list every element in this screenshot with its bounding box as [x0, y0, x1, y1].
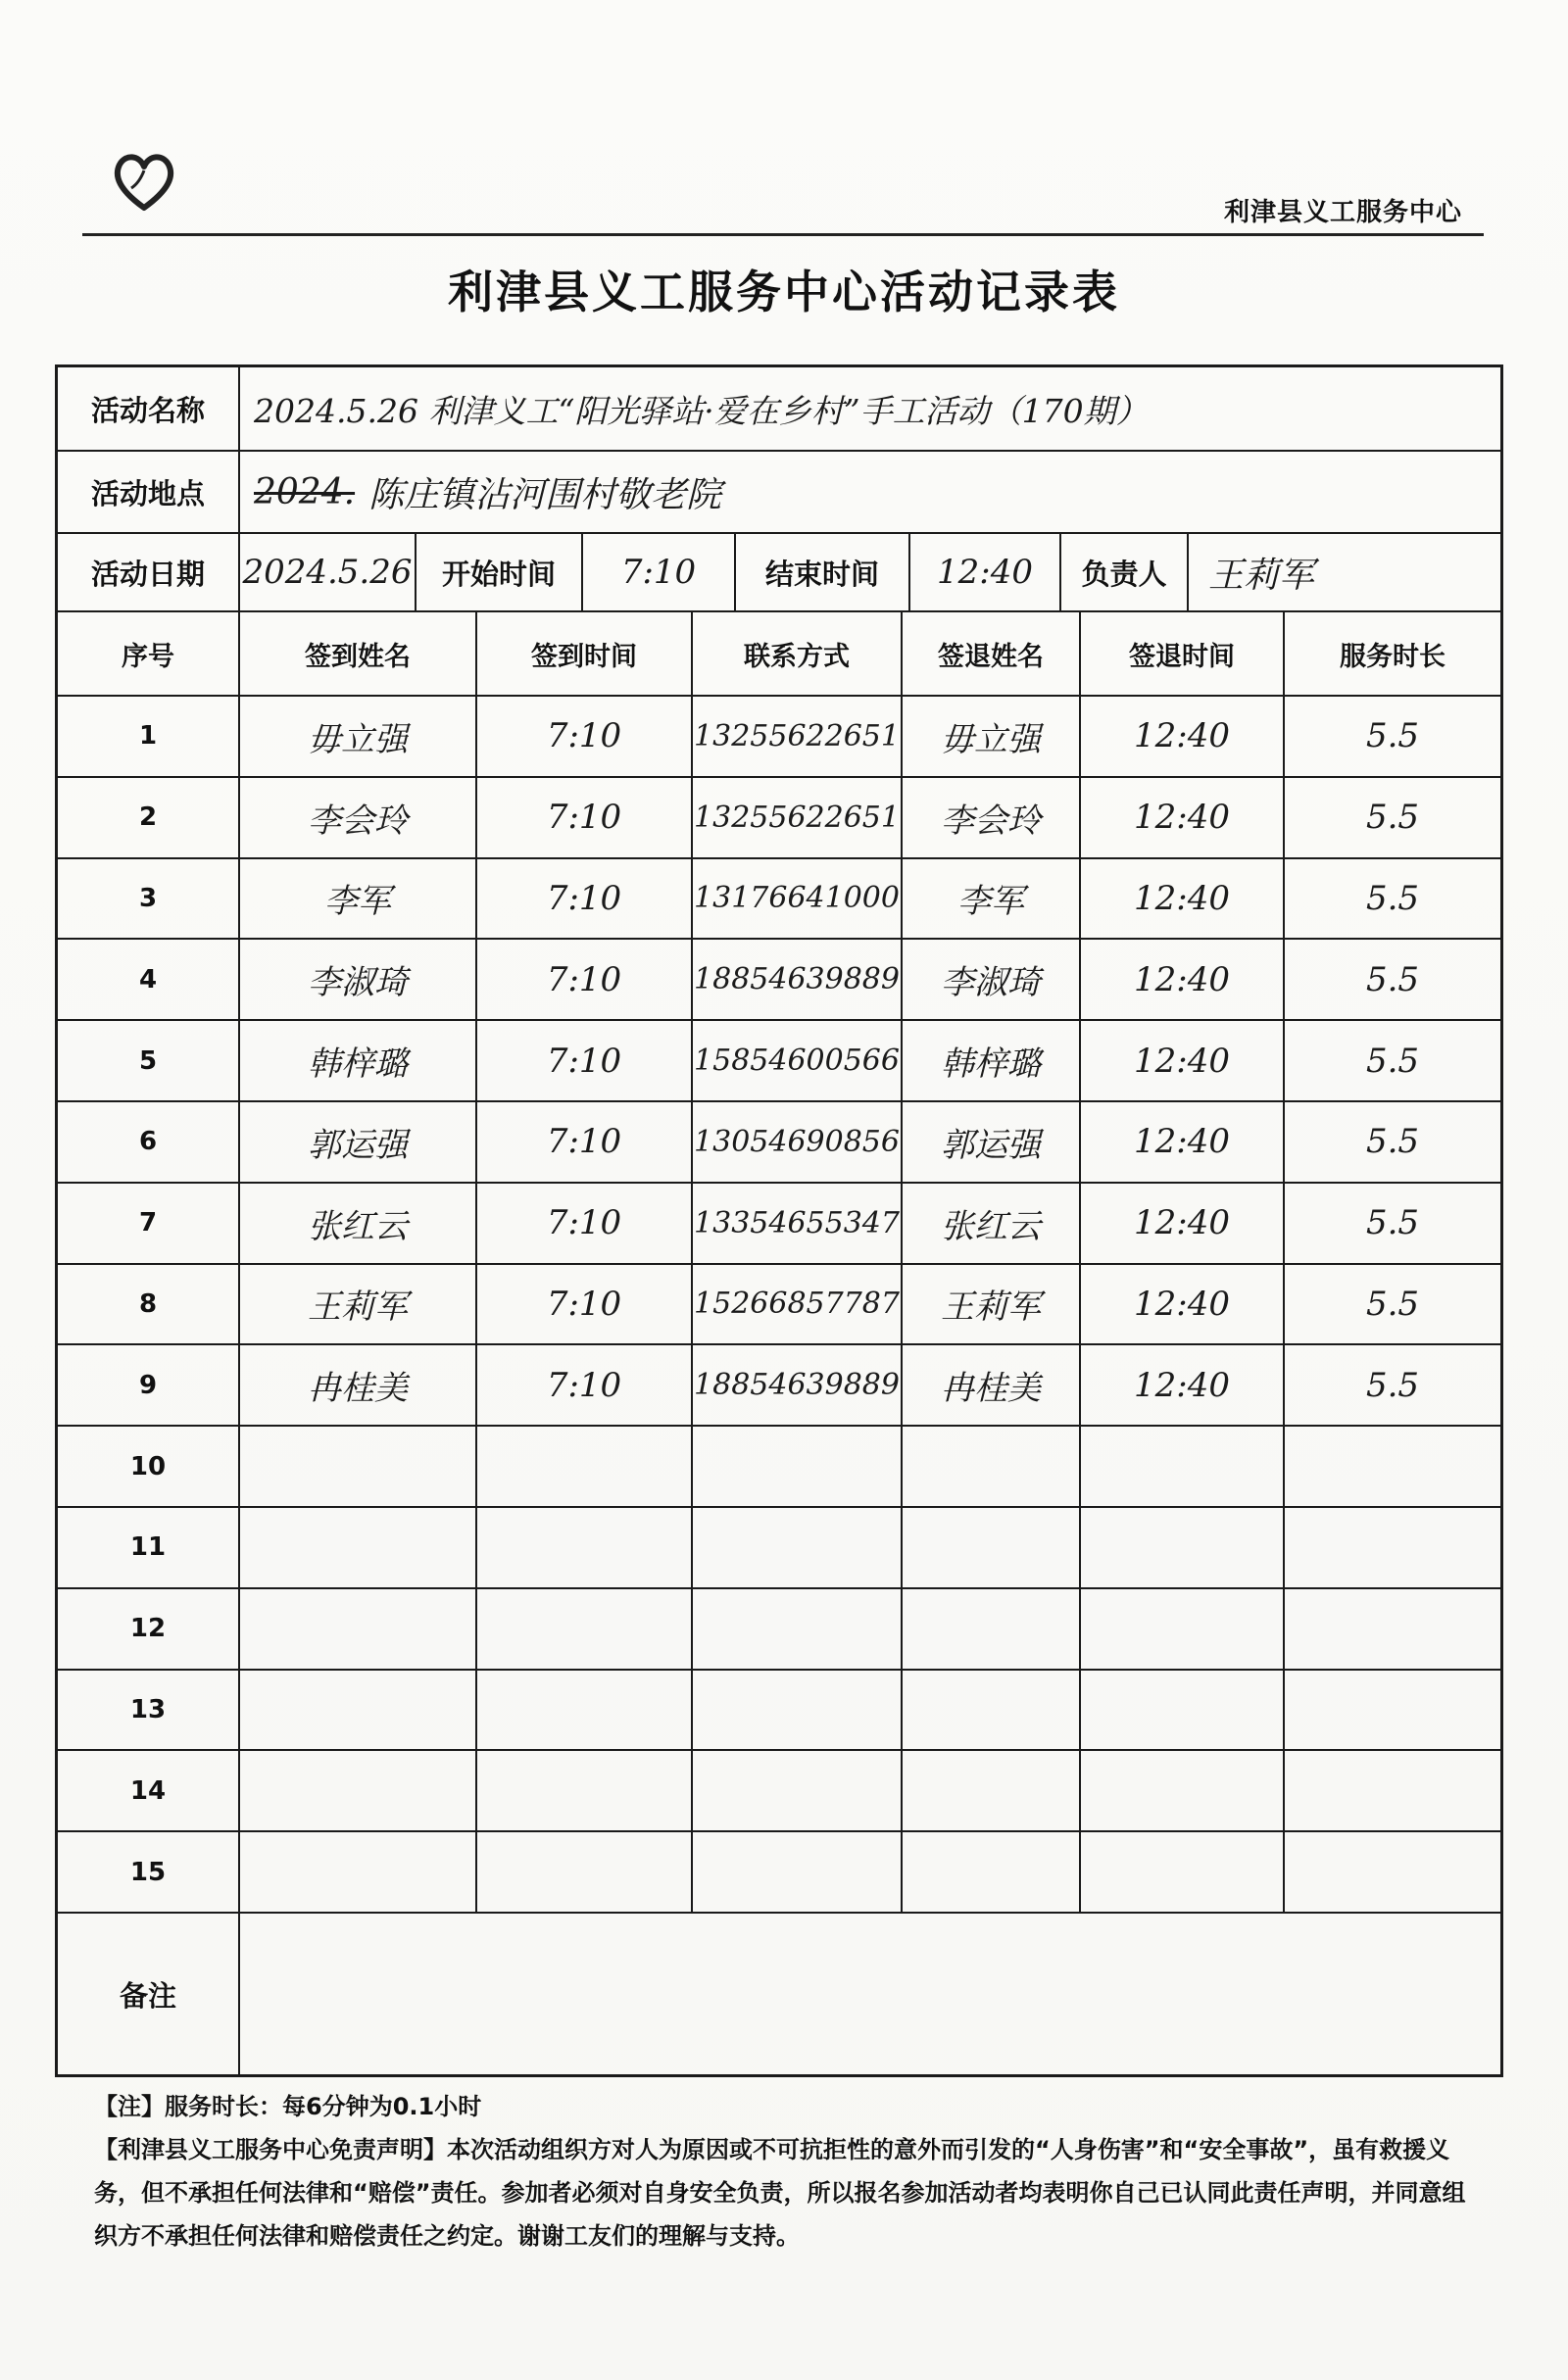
- signout-time-cell: [1081, 1589, 1285, 1669]
- signout-time-cell: [1081, 1184, 1285, 1263]
- signin-time-cell: [477, 1184, 693, 1263]
- column-header-label: 签到时间: [531, 641, 637, 672]
- contact-cell: [693, 1832, 903, 1912]
- signout-time-cell: [1081, 859, 1285, 939]
- service-hours-cell: [1285, 1751, 1500, 1830]
- activity-record-table: [55, 364, 1503, 2077]
- signin-name-value: 郭运强: [308, 1125, 408, 1165]
- signin-time-cell: [477, 1265, 693, 1344]
- heart-logo-icon: [110, 147, 178, 216]
- seq-value: 4: [138, 964, 158, 995]
- service-hours-value: 5.5: [1365, 959, 1420, 999]
- signin-name-value: 张红云: [308, 1206, 408, 1246]
- signout-time-cell: [1081, 1265, 1285, 1344]
- seq-cell: [58, 1427, 240, 1506]
- column-header-cell: [477, 612, 693, 695]
- signout-time-value: 12:40: [1134, 1365, 1230, 1405]
- signout-name-cell: [903, 1102, 1081, 1182]
- activity-name-label-cell: [58, 367, 240, 450]
- seq-cell: [58, 1832, 240, 1912]
- signout-time-cell: [1081, 1671, 1285, 1750]
- end-label-cell: [736, 534, 910, 610]
- start-value-cell: [583, 534, 736, 610]
- signin-name-cell: [240, 1102, 477, 1182]
- signin-name-value: 韩梓璐: [308, 1044, 408, 1085]
- date-value-cell: [240, 534, 416, 610]
- service-hours-cell: [1285, 1589, 1500, 1669]
- seq-cell: [58, 1265, 240, 1344]
- signin-name-cell: [240, 1427, 477, 1506]
- signout-time-cell: [1081, 1427, 1285, 1506]
- activity-name-label: 活动名称: [90, 393, 205, 427]
- table-row: [58, 1671, 1500, 1752]
- table-row: [58, 940, 1500, 1021]
- signin-time-value: 7:10: [546, 1365, 622, 1405]
- signout-time-value: 12:40: [1134, 1203, 1230, 1243]
- seq-cell: [58, 778, 240, 857]
- header-divider: [82, 233, 1484, 236]
- signin-name-cell: [240, 1671, 477, 1750]
- signin-name-cell: [240, 1832, 477, 1912]
- signin-time-cell: [477, 1508, 693, 1587]
- contact-value: 13054690856: [694, 1124, 900, 1159]
- service-hours-cell: [1285, 1021, 1500, 1100]
- signin-name-cell: [240, 1184, 477, 1263]
- service-hours-cell: [1285, 1345, 1500, 1425]
- signout-time-cell: [1081, 1832, 1285, 1912]
- date-label-cell: [58, 534, 240, 610]
- signin-name-value: 毋立强: [308, 719, 408, 759]
- seq-cell: [58, 1589, 240, 1669]
- contact-value: 13255622651: [694, 718, 900, 753]
- service-hours-value: 5.5: [1365, 798, 1420, 838]
- seq-value: 1: [138, 721, 158, 752]
- signin-name-cell: [240, 1345, 477, 1425]
- signout-name-cell: [903, 1671, 1081, 1750]
- column-header-cell: [903, 612, 1081, 695]
- signout-time-value: 12:40: [1134, 959, 1230, 999]
- column-header-cell: [1081, 612, 1285, 695]
- signout-time-value: 12:40: [1134, 1041, 1230, 1081]
- contact-cell: [693, 1427, 903, 1506]
- seq-value: 12: [129, 1614, 167, 1644]
- seq-value: 3: [138, 883, 158, 913]
- contact-cell: [693, 1021, 903, 1100]
- end-time-label: 结束时间: [764, 557, 879, 591]
- end-value-cell: [910, 534, 1061, 610]
- signin-time-cell: [477, 1832, 693, 1912]
- signout-name-cell: [903, 1021, 1081, 1100]
- signin-name-value: 李淑琦: [308, 963, 408, 1003]
- column-header-cell: [1285, 612, 1500, 695]
- signout-name-cell: [903, 1427, 1081, 1506]
- contact-cell: [693, 1508, 903, 1587]
- table-row: [58, 697, 1500, 778]
- location-label: 活动地点: [90, 476, 205, 510]
- signout-name-cell: [903, 1832, 1081, 1912]
- contact-cell: [693, 940, 903, 1019]
- service-hours-cell: [1285, 1102, 1500, 1182]
- leader-value-cell: [1189, 534, 1500, 610]
- seq-cell: [58, 940, 240, 1019]
- signout-time-cell: [1081, 1102, 1285, 1182]
- location-struck-text: 2024.: [254, 471, 356, 512]
- leader-value: 王莉军: [1208, 555, 1315, 596]
- seq-value: 14: [129, 1775, 167, 1806]
- signin-time-cell: [477, 1102, 693, 1182]
- service-hours-cell: [1285, 1265, 1500, 1344]
- seq-value: 8: [138, 1288, 158, 1319]
- signin-name-cell: [240, 859, 477, 939]
- signin-time-value: 7:10: [546, 1203, 622, 1243]
- signout-name-cell: [903, 1589, 1081, 1669]
- contact-cell: [693, 1345, 903, 1425]
- signin-time-cell: [477, 1345, 693, 1425]
- signout-name-cell: [903, 1184, 1081, 1263]
- signin-name-value: 王莉军: [308, 1287, 408, 1328]
- location-value: 陈庄镇沾河围村敬老院: [368, 474, 722, 515]
- signout-time-value: 12:40: [1134, 1122, 1230, 1162]
- signout-name-value: 韩梓璐: [941, 1044, 1041, 1085]
- service-hours-cell: [1285, 859, 1500, 939]
- start-time-label: 开始时间: [441, 557, 556, 591]
- end-time-value: 12:40: [937, 553, 1033, 592]
- table-row: [58, 778, 1500, 859]
- signin-time-cell: [477, 778, 693, 857]
- contact-cell: [693, 1102, 903, 1182]
- disclaimer-text: 【利津县义工服务中心免责声明】本次活动组织方对人为原因或不可抗拒性的意外而引发的“人身伤害”和“安全事故”，虽有救援义务，但不承担任何法律和“赔偿”责任。参加者必须对自身安全负责，所以报名参加活动者均表明你自己已认同此责任声明，并同意组织方不承担任何法律和赔偿责任之约定。谢谢工友们的理解与支持。: [94, 2136, 1466, 2250]
- table-row: [58, 1102, 1500, 1184]
- signout-name-value: 郭运强: [941, 1125, 1041, 1165]
- column-header-label: 序号: [122, 641, 174, 672]
- signin-time-cell: [477, 859, 693, 939]
- remarks-value-cell: [240, 1914, 1500, 2074]
- signout-name-cell: [903, 1265, 1081, 1344]
- contact-value: 18854639889: [694, 1368, 900, 1403]
- signout-time-cell: [1081, 1021, 1285, 1100]
- column-header-label: 签到姓名: [305, 641, 411, 672]
- service-hours-note: 【注】服务时长：每6分钟为0.1小时: [94, 2093, 482, 2120]
- remarks-label: 备注: [119, 1978, 176, 2013]
- seq-cell: [58, 1102, 240, 1182]
- contact-cell: [693, 697, 903, 776]
- table-row: [58, 1508, 1500, 1589]
- contact-value: 13255622651: [694, 800, 900, 835]
- signout-name-value: 毋立强: [941, 719, 1041, 759]
- org-name: 利津县义工服务中心: [1223, 198, 1462, 227]
- seq-cell: [58, 1345, 240, 1425]
- column-header-cell: [240, 612, 477, 695]
- signout-name-cell: [903, 1508, 1081, 1587]
- service-hours-value: 5.5: [1365, 1041, 1420, 1081]
- seq-value: 2: [138, 802, 158, 833]
- signin-time-value: 7:10: [546, 1122, 622, 1162]
- table-row: [58, 1832, 1500, 1914]
- location-value-cell: [240, 452, 1500, 532]
- column-header-cell: [693, 612, 903, 695]
- signout-time-cell: [1081, 940, 1285, 1019]
- service-hours-value: 5.5: [1365, 1365, 1420, 1405]
- table-row: [58, 1345, 1500, 1427]
- contact-value: 15266857787: [694, 1287, 900, 1322]
- seq-cell: [58, 1021, 240, 1100]
- service-hours-cell: [1285, 1184, 1500, 1263]
- signin-name-cell: [240, 1021, 477, 1100]
- signin-time-value: 7:10: [546, 1284, 622, 1324]
- leader-label-cell: [1061, 534, 1189, 610]
- seq-value: 13: [129, 1694, 167, 1724]
- seq-cell: [58, 697, 240, 776]
- signin-time-value: 7:10: [546, 716, 622, 756]
- contact-value: 13354655347: [694, 1205, 900, 1240]
- contact-cell: [693, 1265, 903, 1344]
- service-hours-cell: [1285, 1832, 1500, 1912]
- table-row: [58, 1427, 1500, 1508]
- seq-cell: [58, 1671, 240, 1750]
- signout-name-cell: [903, 697, 1081, 776]
- signout-time-value: 12:40: [1134, 716, 1230, 756]
- signout-time-cell: [1081, 1751, 1285, 1830]
- signout-time-value: 12:40: [1134, 1284, 1230, 1324]
- service-hours-cell: [1285, 778, 1500, 857]
- table-row: [58, 1021, 1500, 1102]
- contact-cell: [693, 859, 903, 939]
- signout-time-value: 12:40: [1134, 798, 1230, 838]
- service-hours-cell: [1285, 1508, 1500, 1587]
- contact-value: 15854600566: [694, 1044, 900, 1079]
- service-hours-cell: [1285, 1427, 1500, 1506]
- service-hours-value: 5.5: [1365, 1203, 1420, 1243]
- service-hours-cell: [1285, 940, 1500, 1019]
- signin-time-cell: [477, 697, 693, 776]
- service-hours-value: 5.5: [1365, 1284, 1420, 1324]
- seq-cell: [58, 859, 240, 939]
- service-hours-cell: [1285, 1671, 1500, 1750]
- signout-name-cell: [903, 940, 1081, 1019]
- signin-name-value: 李会玲: [308, 801, 408, 841]
- signout-name-cell: [903, 1345, 1081, 1425]
- signin-time-cell: [477, 1671, 693, 1750]
- activity-name-row: [58, 367, 1500, 452]
- signin-name-cell: [240, 940, 477, 1019]
- leader-label: 负责人: [1081, 557, 1167, 591]
- signin-name-cell: [240, 1508, 477, 1587]
- location-row: [58, 452, 1500, 534]
- signin-time-value: 7:10: [546, 878, 622, 918]
- column-header-label: 签退姓名: [938, 641, 1044, 672]
- date-row: [58, 534, 1500, 612]
- signin-time-value: 7:10: [546, 798, 622, 838]
- signout-time-cell: [1081, 697, 1285, 776]
- signin-time-value: 7:10: [546, 1041, 622, 1081]
- column-header-cell: [58, 612, 240, 695]
- signout-time-value: 12:40: [1134, 878, 1230, 918]
- seq-value: 5: [138, 1045, 158, 1076]
- notes-section: [94, 2085, 1486, 2258]
- signout-name-value: 冉桂美: [941, 1369, 1041, 1409]
- seq-cell: [58, 1751, 240, 1830]
- signin-name-cell: [240, 697, 477, 776]
- activity-name-value-cell: [240, 367, 1500, 450]
- remarks-row: [58, 1914, 1500, 2074]
- column-header-label: 签退时间: [1129, 641, 1235, 672]
- table-row: [58, 1184, 1500, 1265]
- start-label-cell: [416, 534, 583, 610]
- contact-value: 18854639889: [694, 962, 900, 997]
- seq-cell: [58, 1508, 240, 1587]
- signin-time-cell: [477, 1427, 693, 1506]
- contact-cell: [693, 1589, 903, 1669]
- contact-cell: [693, 1671, 903, 1750]
- signin-name-value: 李军: [324, 882, 391, 922]
- contact-cell: [693, 1184, 903, 1263]
- seq-value: 7: [138, 1208, 158, 1239]
- signin-name-cell: [240, 1265, 477, 1344]
- signout-name-value: 李淑琦: [941, 963, 1041, 1003]
- signin-time-cell: [477, 1589, 693, 1669]
- signin-time-cell: [477, 940, 693, 1019]
- signout-name-cell: [903, 859, 1081, 939]
- signin-name-cell: [240, 778, 477, 857]
- seq-value: 10: [129, 1451, 167, 1481]
- signin-time-cell: [477, 1751, 693, 1830]
- page-title: 利津县义工服务中心活动记录表: [448, 266, 1120, 318]
- signout-name-value: 王莉军: [941, 1287, 1041, 1328]
- date-value: 2024.5.26: [242, 553, 413, 592]
- signout-name-cell: [903, 778, 1081, 857]
- service-hours-value: 5.5: [1365, 716, 1420, 756]
- signout-name-value: 张红云: [941, 1206, 1041, 1246]
- seq-value: 9: [138, 1370, 158, 1400]
- remarks-label-cell: [58, 1914, 240, 2074]
- contact-cell: [693, 1751, 903, 1830]
- contact-value: 13176641000: [694, 881, 900, 916]
- table-row: [58, 1751, 1500, 1832]
- signout-time-cell: [1081, 778, 1285, 857]
- seq-value: 6: [138, 1127, 158, 1157]
- signin-time-cell: [477, 1021, 693, 1100]
- service-hours-cell: [1285, 697, 1500, 776]
- seq-cell: [58, 1184, 240, 1263]
- signout-time-cell: [1081, 1345, 1285, 1425]
- signout-name-value: 李会玲: [941, 801, 1041, 841]
- seq-value: 11: [129, 1532, 167, 1563]
- column-header-label: 联系方式: [744, 641, 850, 672]
- signin-name-value: 冉桂美: [308, 1369, 408, 1409]
- signin-name-cell: [240, 1751, 477, 1830]
- signin-name-cell: [240, 1589, 477, 1669]
- location-label-cell: [58, 452, 240, 532]
- column-header-label: 服务时长: [1340, 641, 1446, 672]
- signout-name-cell: [903, 1751, 1081, 1830]
- seq-value: 15: [129, 1857, 167, 1887]
- signout-time-cell: [1081, 1508, 1285, 1587]
- date-label: 活动日期: [90, 557, 205, 591]
- signin-time-value: 7:10: [546, 959, 622, 999]
- service-hours-value: 5.5: [1365, 878, 1420, 918]
- start-time-value: 7:10: [620, 553, 697, 592]
- activity-name-value: 2024.5.26 利津义工“阳光驿站·爱在乡村”手工活动（170期）: [254, 391, 1149, 430]
- table-row: [58, 859, 1500, 941]
- column-header-row: [58, 612, 1500, 697]
- service-hours-value: 5.5: [1365, 1122, 1420, 1162]
- table-row: [58, 1589, 1500, 1671]
- table-row: [58, 1265, 1500, 1346]
- contact-cell: [693, 778, 903, 857]
- signout-name-value: 李军: [957, 882, 1024, 922]
